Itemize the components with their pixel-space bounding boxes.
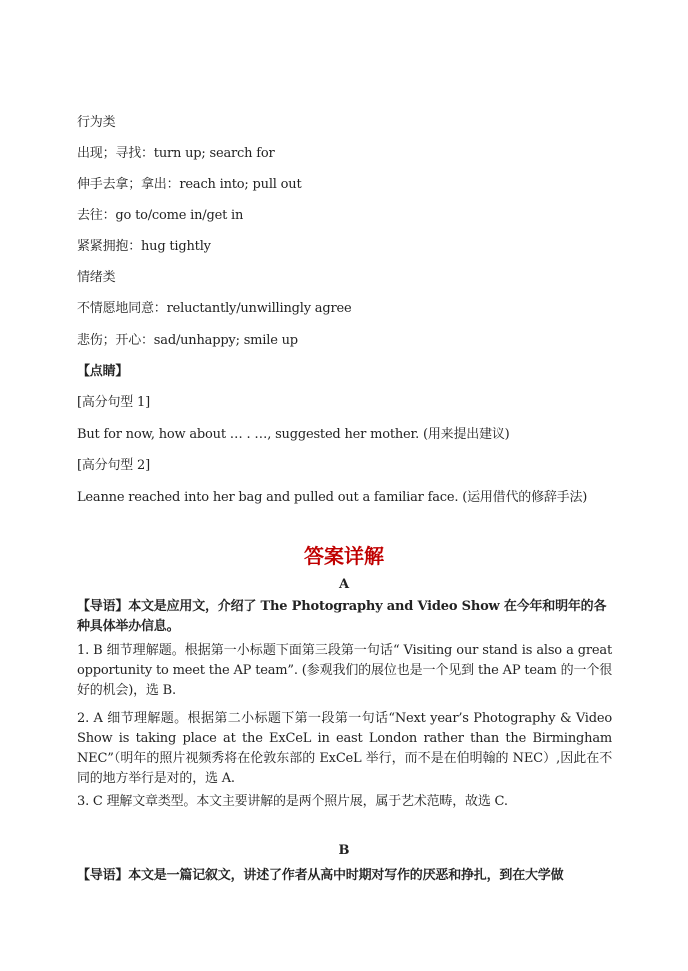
part-b-letter: B bbox=[338, 843, 350, 858]
sentence-pattern-example: But for now, how about … . …, suggested her mother. (用来提出建议) bbox=[77, 427, 510, 442]
answer-item-3: 3. C 理解文章类型。本文主要讲解的是两个照片展，属于艺术范畴，故选 C. bbox=[77, 794, 508, 809]
answer-item-2: 2. A 细节理解题。根据第二小标题下第一段第一句话“Next year’s Photography & Video Show is taking place at the ExCeL in east London rather than the Birmingham NEC”（明年的照片视频秀将在伦敦东部的 ExCeL 举行，而不是在伯明翰的 NEC）,因此在不同的地方举行是对的，选 A. bbox=[77, 711, 612, 786]
sentence-pattern-example: Leanne reached into her bag and pulled out a familiar face. (运用借代的修辞手法) bbox=[77, 490, 588, 505]
phrase-line: 悲伤；开心：sad/unhappy; smile up bbox=[77, 333, 298, 348]
phrase-line: 紧紧拥抱：hug tightly bbox=[77, 239, 211, 254]
phrase-line: 不情愿地同意：reluctantly/unwillingly agree bbox=[77, 301, 352, 316]
part-b-intro: 【导语】本文是一篇记叙文，讲述了作者从高中时期对写作的厌恶和挣扎，到在大学做 bbox=[77, 868, 564, 883]
category-behavior: 行为类 bbox=[77, 115, 116, 130]
part-a-letter: A bbox=[338, 577, 350, 592]
highlight-heading: 【点睛】 bbox=[77, 364, 129, 379]
phrase-line: 伸手去拿；拿出：reach into; pull out bbox=[77, 177, 302, 192]
phrase-line: 出现；寻找：turn up; search for bbox=[77, 146, 275, 161]
answer-item-1: 1. B 细节理解题。根据第一小标题下面第三段第一句话“ Visiting our stand is also a great opportunity to meet the AP team”. (参观我们的展位也是一个见到 the AP team 的一个很好的机会)，选 B. bbox=[77, 643, 612, 698]
phrase-line: 去往：go to/come in/get in bbox=[77, 208, 244, 223]
part-a-intro: 【导语】本文是应用文，介绍了 The Photography and Video Show 在今年和明年的各种具体举办信息。 bbox=[77, 599, 607, 634]
sentence-pattern-label: [高分句型 2] bbox=[77, 458, 150, 473]
sentence-pattern-label: [高分句型 1] bbox=[77, 395, 150, 410]
answers-title: 答案详解 bbox=[304, 544, 384, 568]
category-emotion: 情绪类 bbox=[77, 270, 116, 285]
